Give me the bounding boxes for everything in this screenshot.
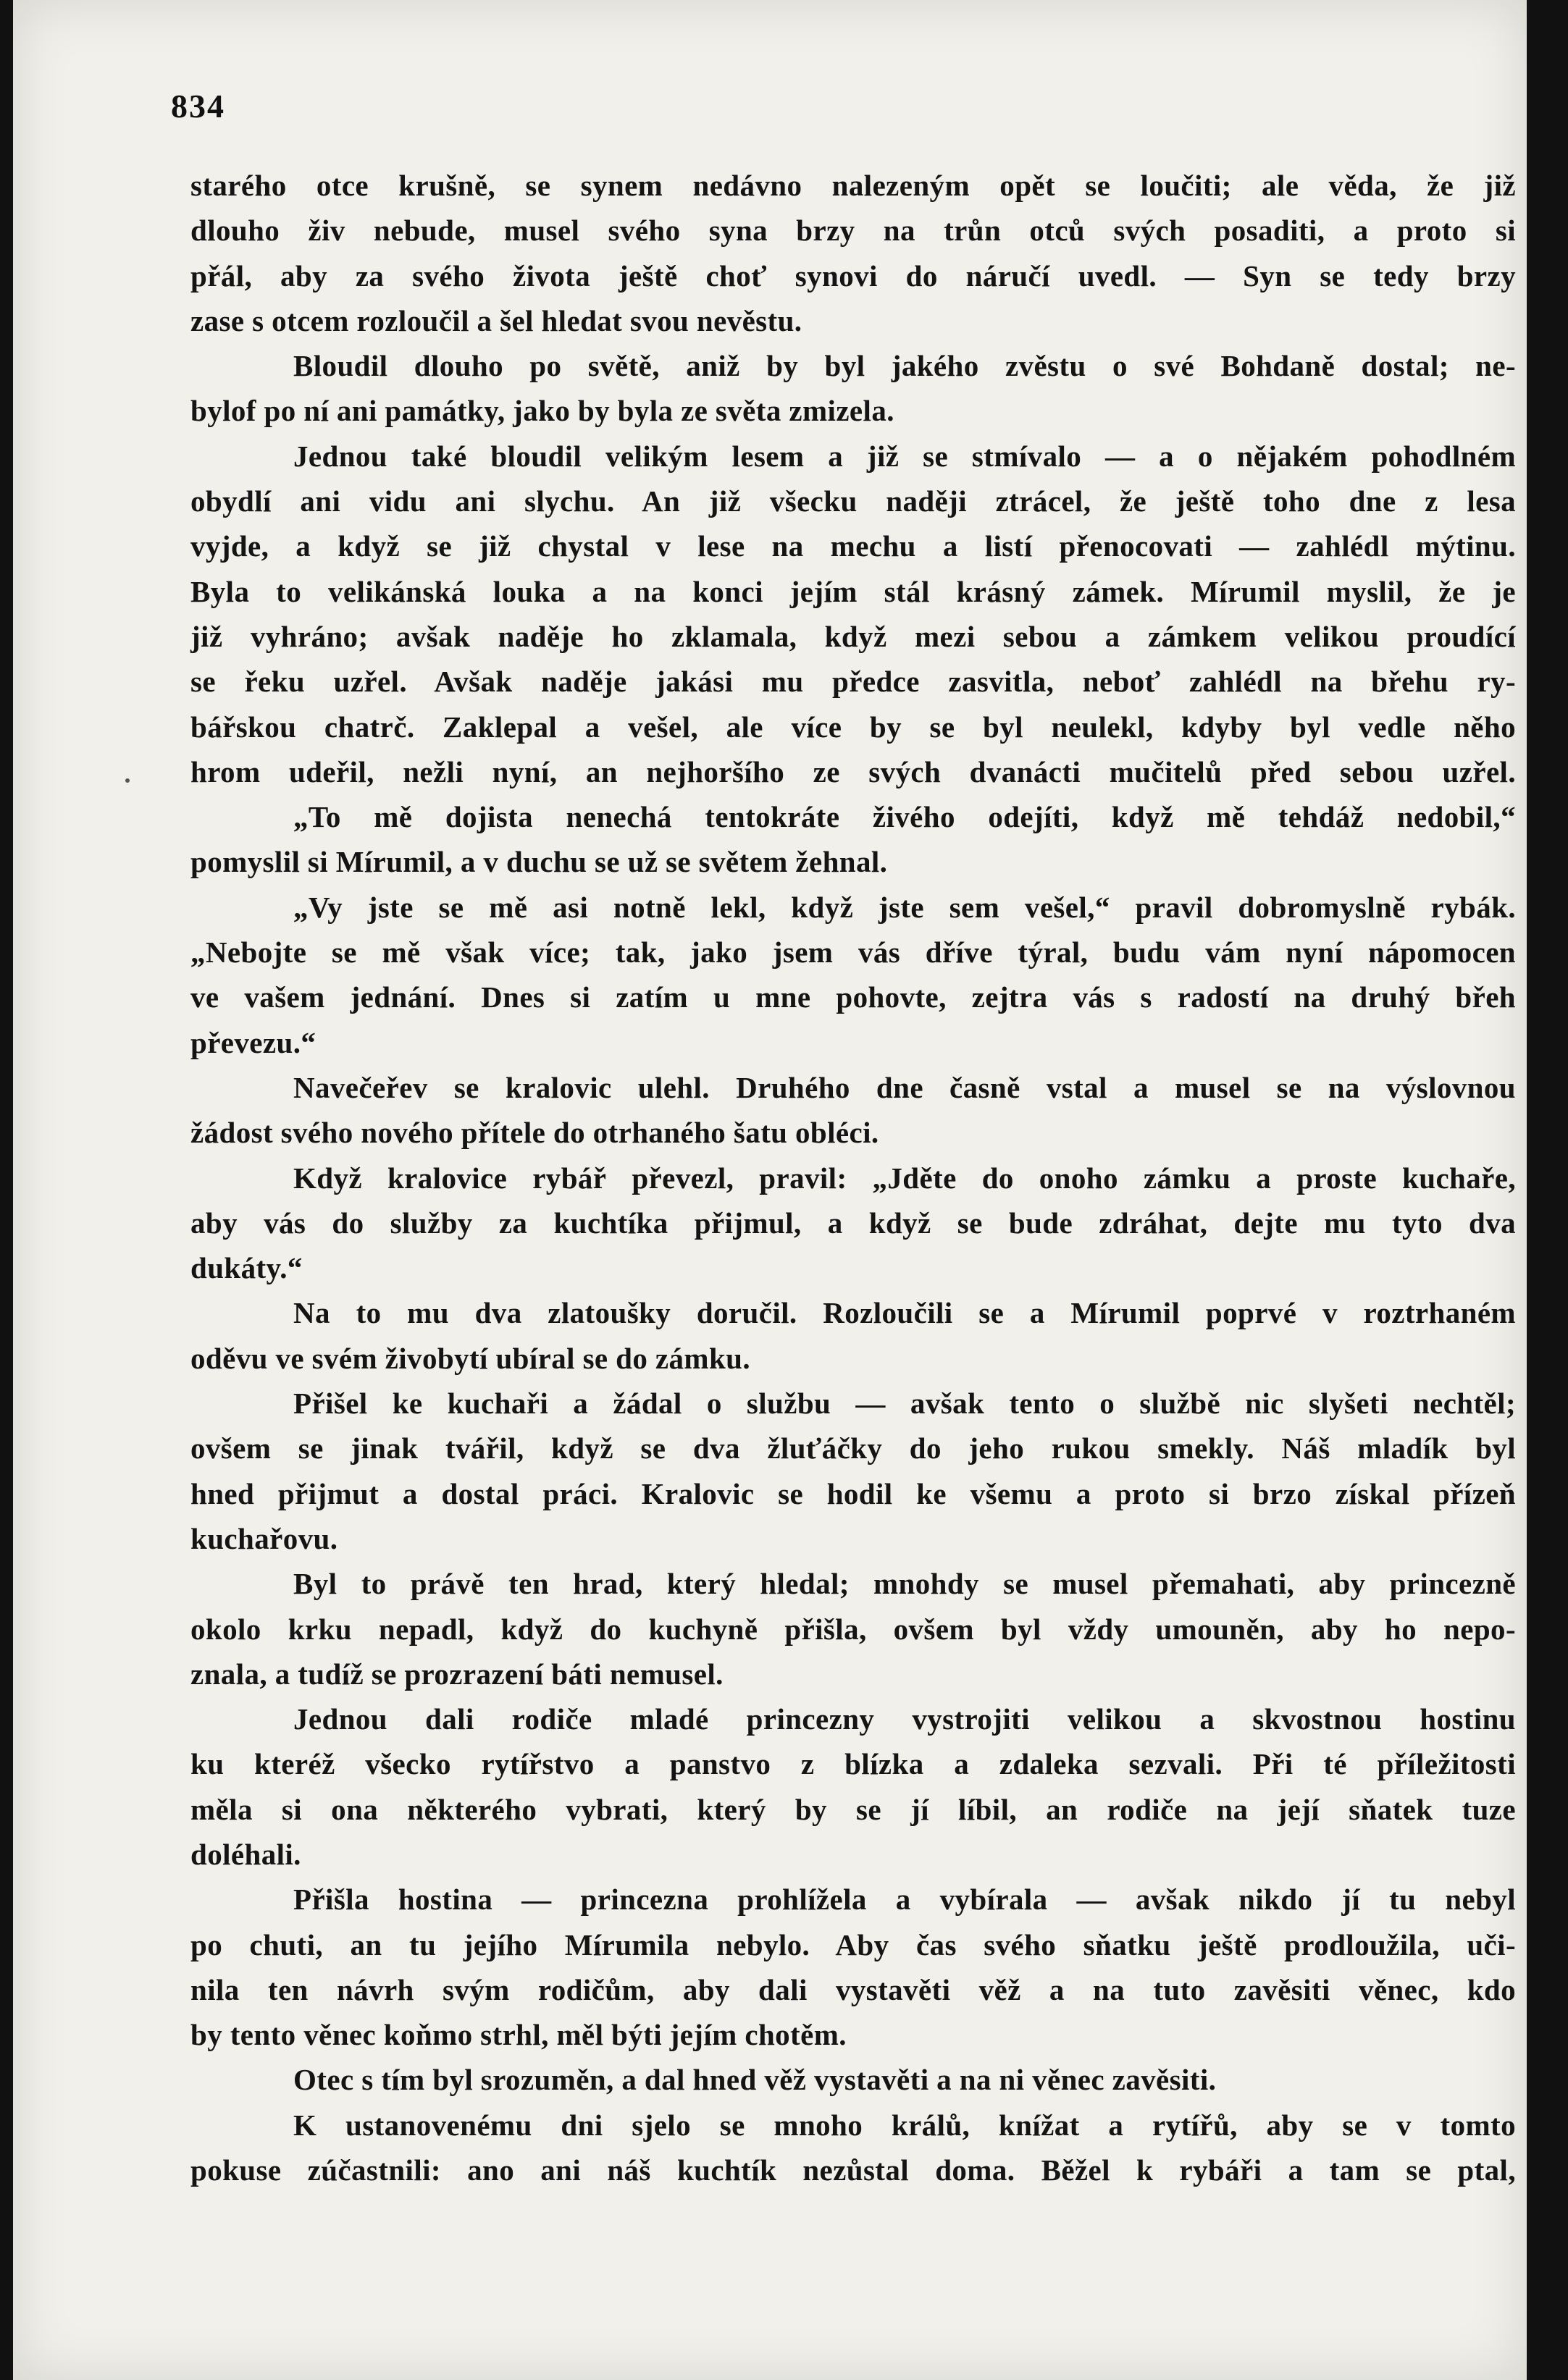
text-line: starého otce krušně, se synem nedávno nalezeným opět se loučiti; ale věda, že již <box>190 169 1516 202</box>
text-line: hned přijmut a dostal práci. Kralovic se hodil ke všemu a proto si brzo získal přízeň <box>190 1476 1516 1510</box>
margin-speck <box>125 778 130 783</box>
text-line: měla si ona některého vybrati, který by se jí líbil, an rodiče na její sňatek tuze <box>190 1792 1516 1826</box>
text-line: znala, a tudíž se prozrazení báti nemusel. <box>190 1657 724 1691</box>
text-line: Na to mu dva zlatoušky doručil. Rozloučili se a Mírumil poprvé v roztrhaném <box>293 1296 1516 1330</box>
text-line: již vyhráno; avšak naděje ho zklamala, když mezi sebou a zámkem velikou proudící <box>190 619 1516 653</box>
text-line: ovšem se jinak tvářil, když se dva žluťáčky do jeho rukou smekly. Náš mladík byl <box>190 1431 1516 1466</box>
text-line: pokuse zúčastnili: ano ani náš kuchtík nezůstal doma. Běžel k rybáři a tam se ptal, <box>190 2153 1516 2187</box>
text-line: bářskou chatrč. Zaklepal a vešel, ale více by se byl neulekl, kdyby byl vedle něho <box>190 710 1516 744</box>
text-line: ku kteréž všecko rytířstvo a panstvo z blízka a zdaleka sezvali. Při té příležitosti <box>190 1747 1516 1781</box>
text-line: by tento věnec koňmo strhl, měl býti jejím chotěm. <box>190 2018 847 2052</box>
text-line: Přišel ke kuchaři a žádal o službu — avšak tento o službě nic slyšeti nechtěl; <box>293 1387 1516 1421</box>
page-text <box>190 163 1516 2192</box>
text-line: kuchařovu. <box>190 1521 338 1555</box>
text-line: Navečeřev se kralovic ulehl. Druhého dne časně vstal a musel se na výslovnou <box>293 1070 1516 1104</box>
text-line: oděvu ve svém živobytí ubíral se do zámku. <box>190 1341 751 1375</box>
text-line: dlouho živ nebude, musel svého syna brzy na trůn otců svých posaditi, a proto si <box>190 214 1516 248</box>
text-line: dukáty.“ <box>190 1251 303 1285</box>
text-line: doléhali. <box>190 1837 301 1871</box>
text-line: Bloudil dlouho po světě, aniž by byl jakého zvěstu o své Bohdaně dostal; ne- <box>293 349 1516 383</box>
text-line: Jednou také bloudil velikým lesem a již se stmívalo — a o nějakém pohodlném <box>293 439 1516 473</box>
page-number: 834 <box>171 88 225 125</box>
text-line: aby vás do služby za kuchtíka přijmul, a když se bude zdráhat, dejte mu tyto dva <box>190 1206 1516 1240</box>
text-line: Když kralovice rybář převezl, pravil: „Jděte do onoho zámku a proste kuchaře, <box>293 1161 1516 1195</box>
text-line: ve vašem jednání. Dnes si zatím u mne pohovte, zejtra vás s radostí na druhý břeh <box>190 980 1516 1014</box>
text-line: „To mě dojista nenechá tentokráte živého odejíti, když mě tehdáž nedobil,“ <box>293 800 1516 834</box>
text-line: „Nebojte se mě však více; tak, jako jsem vás dříve týral, budu vám nyní nápomocen <box>190 935 1516 970</box>
text-line: žádost svého nového přítele do otrhaného šatu obléci. <box>190 1116 879 1150</box>
text-line: vyjde, a když se již chystal v lese na mechu a listí přenocovati — zahlédl mýtinu. <box>190 529 1516 563</box>
text-line: Jednou dali rodiče mladé princezny vystrojiti velikou a skvostnou hostinu <box>293 1702 1516 1736</box>
text-line: zase s otcem rozloučil a šel hledat svou nevěstu. <box>190 303 802 337</box>
text-line: okolo krku nepadl, když do kuchyně přišla, ovšem byl vždy umouněn, aby ho nepo- <box>190 1612 1516 1646</box>
text-line: K ustanovenému dni sjelo se mnoho králů, knížat a rytířů, aby se v tomto <box>293 2108 1516 2142</box>
text-line: po chuti, an tu jejího Mírumila nebylo. Aby čas svého sňatku ještě prodloužila, uči- <box>190 1927 1516 1961</box>
text-line: převezu.“ <box>190 1025 316 1059</box>
text-line: bylof po ní ani památky, jako by byla ze světa zmizela. <box>190 394 894 428</box>
text-line: pomyslil si Mírumil, a v duchu se už se světem žehnal. <box>190 845 888 879</box>
text-line: Přišla hostina — princezna prohlížela a vybírala — avšak nikdo jí tu nebyl <box>293 1883 1516 1917</box>
text-line: hrom udeřil, nežli nyní, an nejhoršího ze svých dvanácti mučitelů před sebou uzřel. <box>190 754 1516 789</box>
text-line: obydlí ani vidu ani slychu. An již všecku naději ztrácel, že ještě toho dne z lesa <box>190 484 1516 518</box>
text-line: Otec s tím byl srozuměn, a dal hned věž vystavěti a na ni věnec zavěsiti. <box>293 2063 1217 2097</box>
text-line: nila ten návrh svým rodičům, aby dali vystavěti věž a na tuto zavěsiti věnec, kdo <box>190 1972 1516 2006</box>
text-line: přál, aby za svého života ještě choť synovi do náručí uvedl. — Syn se tedy brzy <box>190 258 1516 293</box>
book-page <box>13 0 1527 2380</box>
text-line: se řeku uzřel. Avšak naděje jakási mu předce zasvitla, neboť zahlédl na břehu ry- <box>190 665 1516 699</box>
text-line: Byl to právě ten hrad, který hledal; mnohdy se musel přemahati, aby princezně <box>293 1567 1516 1601</box>
text-line: Byla to velikánská louka a na konci jejím stál krásný zámek. Mírumil myslil, že je <box>190 574 1516 608</box>
text-line: „Vy jste se mě asi notně lekl, když jste sem vešel,“ pravil dobromyslně rybák. <box>293 890 1516 924</box>
